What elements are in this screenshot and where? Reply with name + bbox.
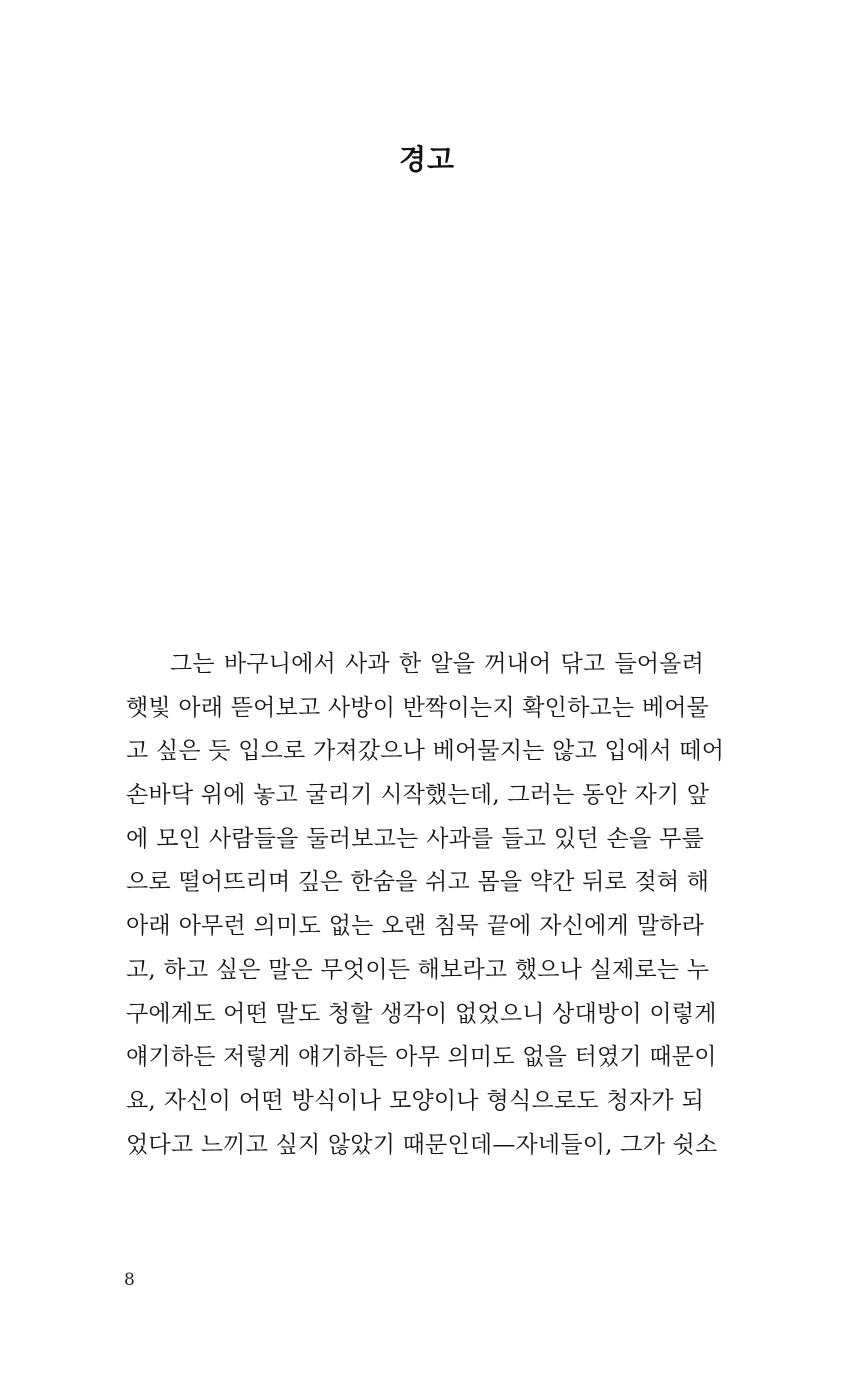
text-line: 그는 바구니에서 사과 한 알을 꺼내어 닦고 들어올려 — [170, 651, 704, 677]
text-line: 에 모인 사람들을 둘러보고는 사과를 들고 있던 손을 무릎 — [126, 825, 704, 852]
page-number: 8 — [124, 1270, 135, 1290]
chapter-title: 경고 — [398, 143, 456, 176]
text-line: 고, 하고 싶은 말은 무엇이든 해보라고 했으나 실제로는 누 — [126, 956, 710, 983]
text-line: 으로 떨어뜨리며 깊은 한숨을 쉬고 몸을 약간 뒤로 젖혀 해 — [126, 869, 710, 896]
text-line: 손바닥 위에 놓고 굴리기 시작했는데, 그러는 동안 자기 앞 — [126, 782, 710, 809]
text-line: 햇빛 아래 뜯어보고 사방이 반짝이는지 확인하고는 베어물 — [126, 694, 710, 721]
text-line: 구에게도 어떤 말도 청할 생각이 없었으니 상대방이 이렇게 — [126, 1000, 717, 1027]
text-line: 요, 자신이 어떤 방식이나 모양이나 형식으로도 청자가 되 — [126, 1087, 704, 1114]
text-line: 아래 아무런 의미도 없는 오랜 침묵 끝에 자신에게 말하라 — [126, 913, 704, 940]
text-line: 고 싶은 듯 입으로 가져갔으나 베어물지는 않고 입에서 떼어 — [126, 738, 725, 765]
text-line: 얘기하든 저렇게 얘기하든 아무 의미도 없을 터였기 때문이 — [126, 1044, 717, 1071]
body-paragraph — [126, 643, 725, 1167]
text-line: 었다고 느끼고 싶지 않았기 때문인데—자네들이, 그가 쉿소 — [126, 1131, 718, 1158]
